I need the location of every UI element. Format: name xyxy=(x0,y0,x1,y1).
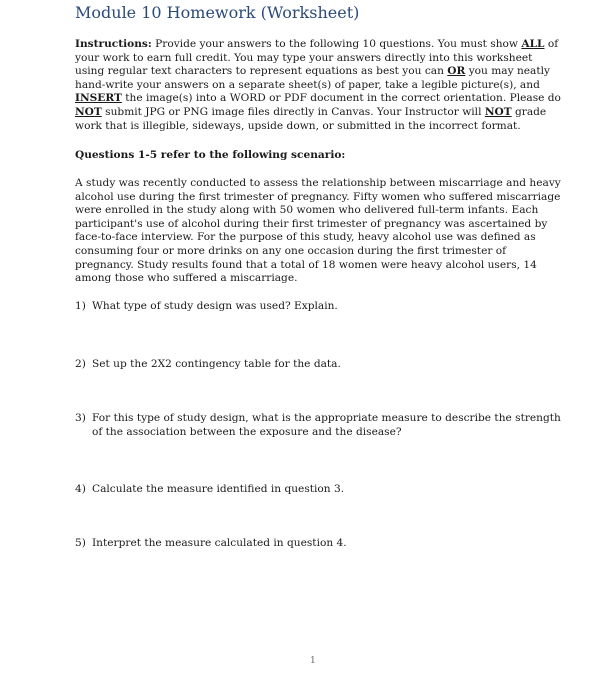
question-text: Set up the 2X2 contingency table for the data. xyxy=(92,358,341,370)
question-number: 5) xyxy=(75,537,86,549)
instructions-paragraph xyxy=(75,38,562,133)
instructions-emphasis-insert: INSERT xyxy=(75,92,122,105)
question-number: 3) xyxy=(75,412,86,424)
question-text: Interpret the measure calculated in question 4. xyxy=(92,537,347,549)
question-3 xyxy=(75,412,562,439)
question-4 xyxy=(75,483,562,497)
instructions-text-2: of your work to earn full credit. You may type your answers directly into this worksheet using regular text characters to represent equations as best you can xyxy=(75,38,559,78)
instructions-text-1: Provide your answers to the following 10 questions. You must show xyxy=(151,38,522,50)
instructions-emphasis-not-2: NOT xyxy=(484,105,512,118)
instructions-text-5: submit JPG or PNG image files directly in Canvas. Your Instructor will xyxy=(101,105,485,118)
question-1 xyxy=(75,300,562,314)
question-2 xyxy=(75,358,562,372)
question-text: Calculate the measure identified in question 3. xyxy=(92,483,345,495)
instructions-text-6: grade work that is illegible, sideways, upside down, or submitted in the incorrect format. xyxy=(75,105,547,132)
page-title: Module 10 Homework (Worksheet) xyxy=(75,3,360,22)
instructions-text-3: you may neatly hand-write your answers on a separate sheet(s) of paper, take a legible picture(s), and xyxy=(75,65,551,91)
question-text: What type of study design was used? Explain. xyxy=(92,300,338,312)
question-5 xyxy=(75,537,562,551)
question-number: 2) xyxy=(75,358,86,370)
page-number: 1 xyxy=(310,656,316,666)
scenario-heading: Questions 1-5 refer to the following scenario: xyxy=(75,149,346,161)
scenario-paragraph: A study was recently conducted to assess the relationship between miscarriage and heavy alcohol use during the first trimester of pregnancy. Fifty women who suffered miscarriage were enrolled in the study along with 50 women who delivered full-term infants. Each participant's use of alcohol during their first trimester of pregnancy was ascertained by face-to-face interview. For the purpose of this study, heavy alcohol use was defined as consuming four or more drinks on any one occasion during the first trimester of pregnancy. Study results found that a total of 18 women were heavy alcohol users, 14 among those who suffered a miscarriage. xyxy=(75,177,561,285)
instructions-text-4: the image(s) into a WORD or PDF document in the correct orientation. Please do xyxy=(121,92,561,105)
question-number: 1) xyxy=(75,300,86,312)
instructions-label: Instructions: xyxy=(75,38,152,50)
instructions-emphasis-or: OR xyxy=(447,65,466,78)
question-number: 4) xyxy=(75,483,86,495)
instructions-emphasis-all: ALL xyxy=(521,38,545,50)
instructions-emphasis-not-1: NOT xyxy=(75,105,102,118)
question-text: For this type of study design, what is the appropriate measure to describe the strength of the association between the exposure and the disease? xyxy=(92,412,561,438)
